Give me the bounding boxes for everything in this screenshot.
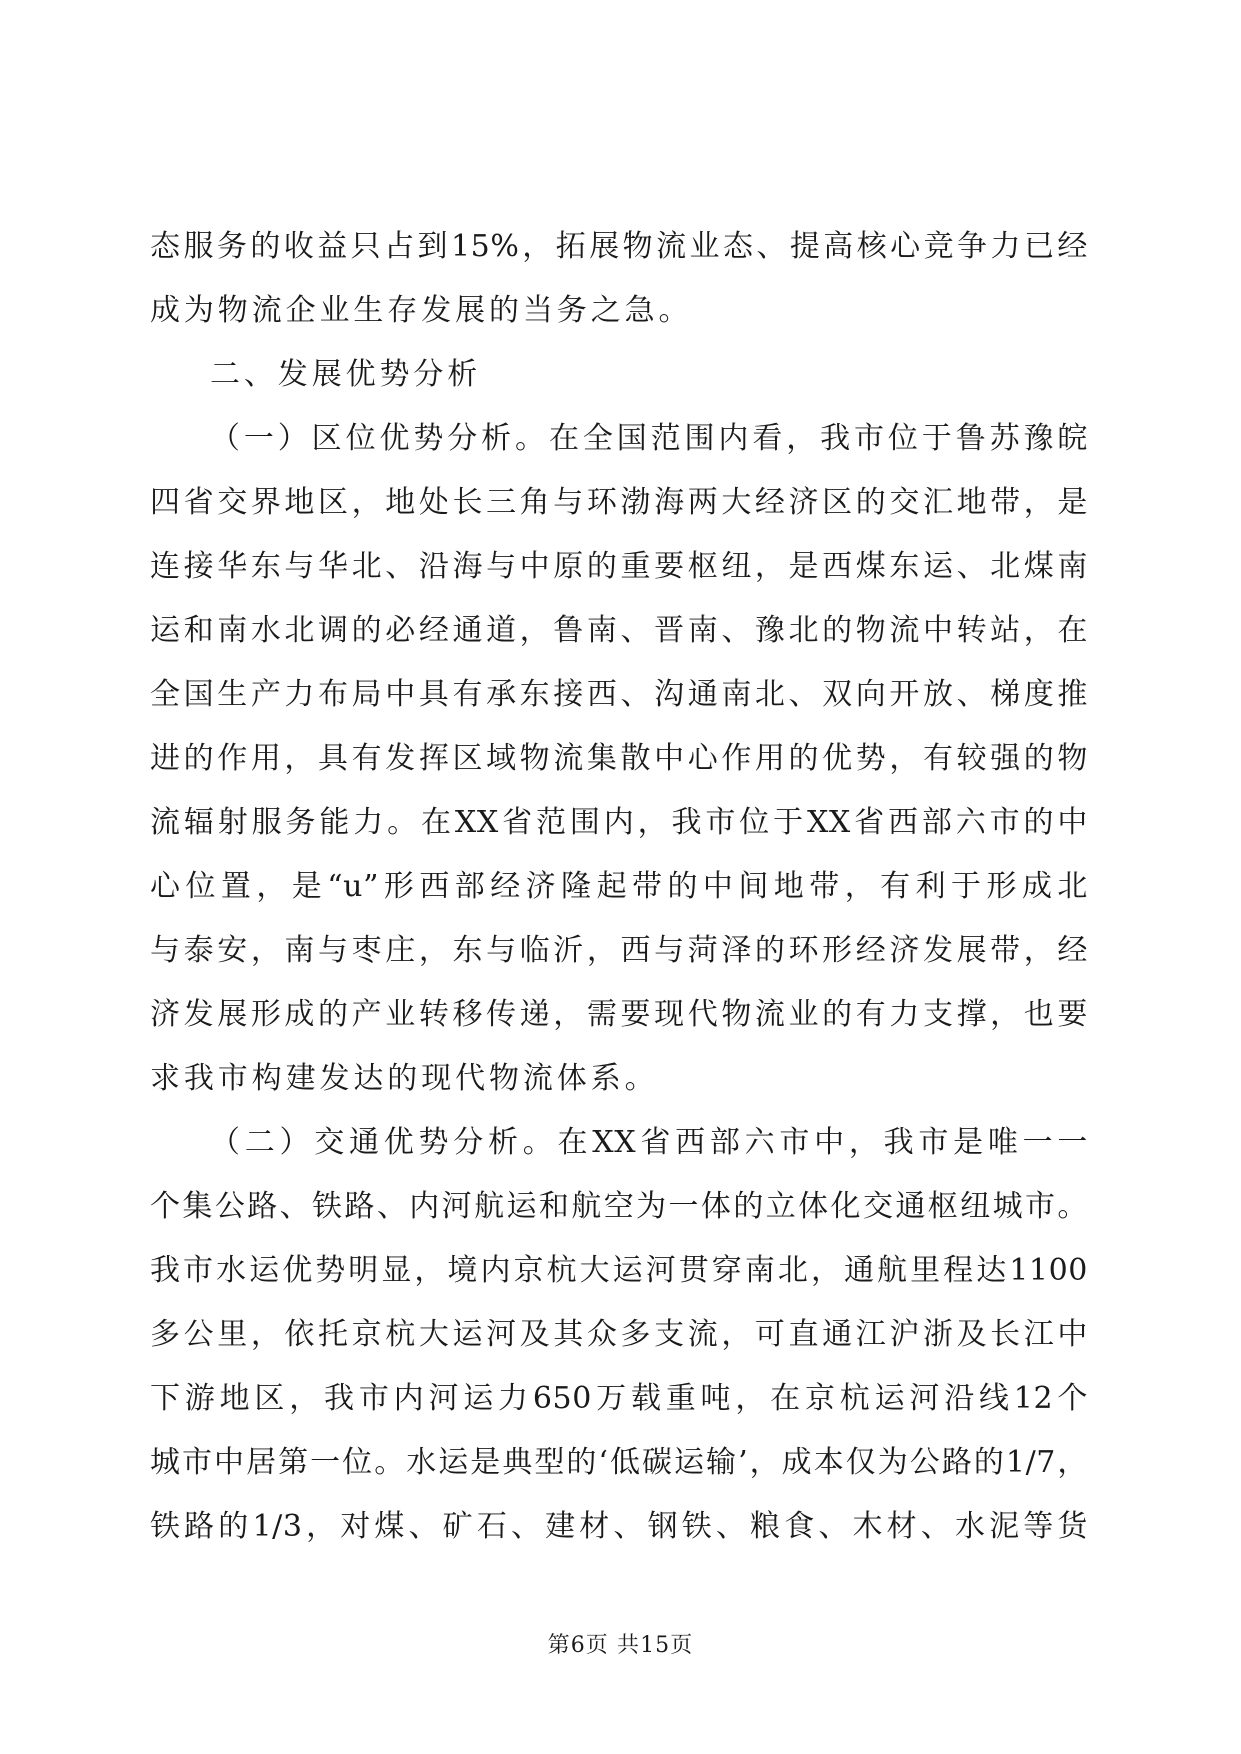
text-line: 与泰安，南与枣庄，东与临沂，西与菏泽的环形经济发展带，经 [150,933,1088,968]
text-line: 济发展形成的产业转移传递，需要现代物流业的有力支撑，也要 [150,997,1088,1032]
text-line: 全国生产力布局中具有承东接西、沟通南北、双向开放、梯度推 [150,677,1088,712]
text-line: 流辐射服务能力。在XX省范围内，我市位于XX省西部六市的中 [150,805,1088,840]
page-footer [0,1628,1241,1659]
paragraph-first-line: （一）区位优势分析。在全国范围内看，我市位于鲁苏豫皖 [210,421,1088,456]
section-heading: 二、发展优势分析 [210,357,482,392]
text-line: 多公里，依托京杭大运河及其众多支流，可直通江沪浙及长江中 [150,1317,1088,1352]
text-line: 连接华东与华北、沿海与中原的重要枢纽，是西煤东运、北煤南 [150,549,1088,584]
text-line: 个集公路、铁路、内河航运和航空为一体的立体化交通枢纽城市。 [150,1189,1088,1224]
text-line: 四省交界地区，地处长三角与环渤海两大经济区的交汇地带，是 [150,485,1088,520]
text-line: 进的作用，具有发挥区域物流集散中心作用的优势，有较强的物 [150,741,1088,776]
text-line: 成为物流企业生存发展的当务之急。 [150,293,693,328]
text-line: 心位置，是“u”形西部经济隆起带的中间地带，有利于形成北 [150,869,1088,904]
text-line: 铁路的1/3，对煤、矿石、建材、钢铁、粮食、木材、水泥等货 [150,1509,1088,1544]
paragraph-first-line: （二）交通优势分析。在XX省西部六市中，我市是唯一一 [210,1125,1088,1160]
text-line: 态服务的收益只占到15%，拓展物流业态、提高核心竞争力已经 [150,229,1088,264]
text-line: 下游地区，我市内河运力650万载重吨，在京杭运河沿线12个 [150,1381,1088,1416]
document-body [150,229,1088,1576]
text-line: 运和南水北调的必经通道，鲁南、晋南、豫北的物流中转站，在 [150,613,1088,648]
text-line: 我市水运优势明显，境内京杭大运河贯穿南北，通航里程达1100 [150,1253,1088,1288]
text-line: 求我市构建发达的现代物流体系。 [150,1061,659,1096]
page-indicator: 第6页 共15页 [547,1633,694,1658]
text-line: 城市中居第一位。水运是典型的‘低碳运输’，成本仅为公路的1/7， [150,1445,1088,1480]
